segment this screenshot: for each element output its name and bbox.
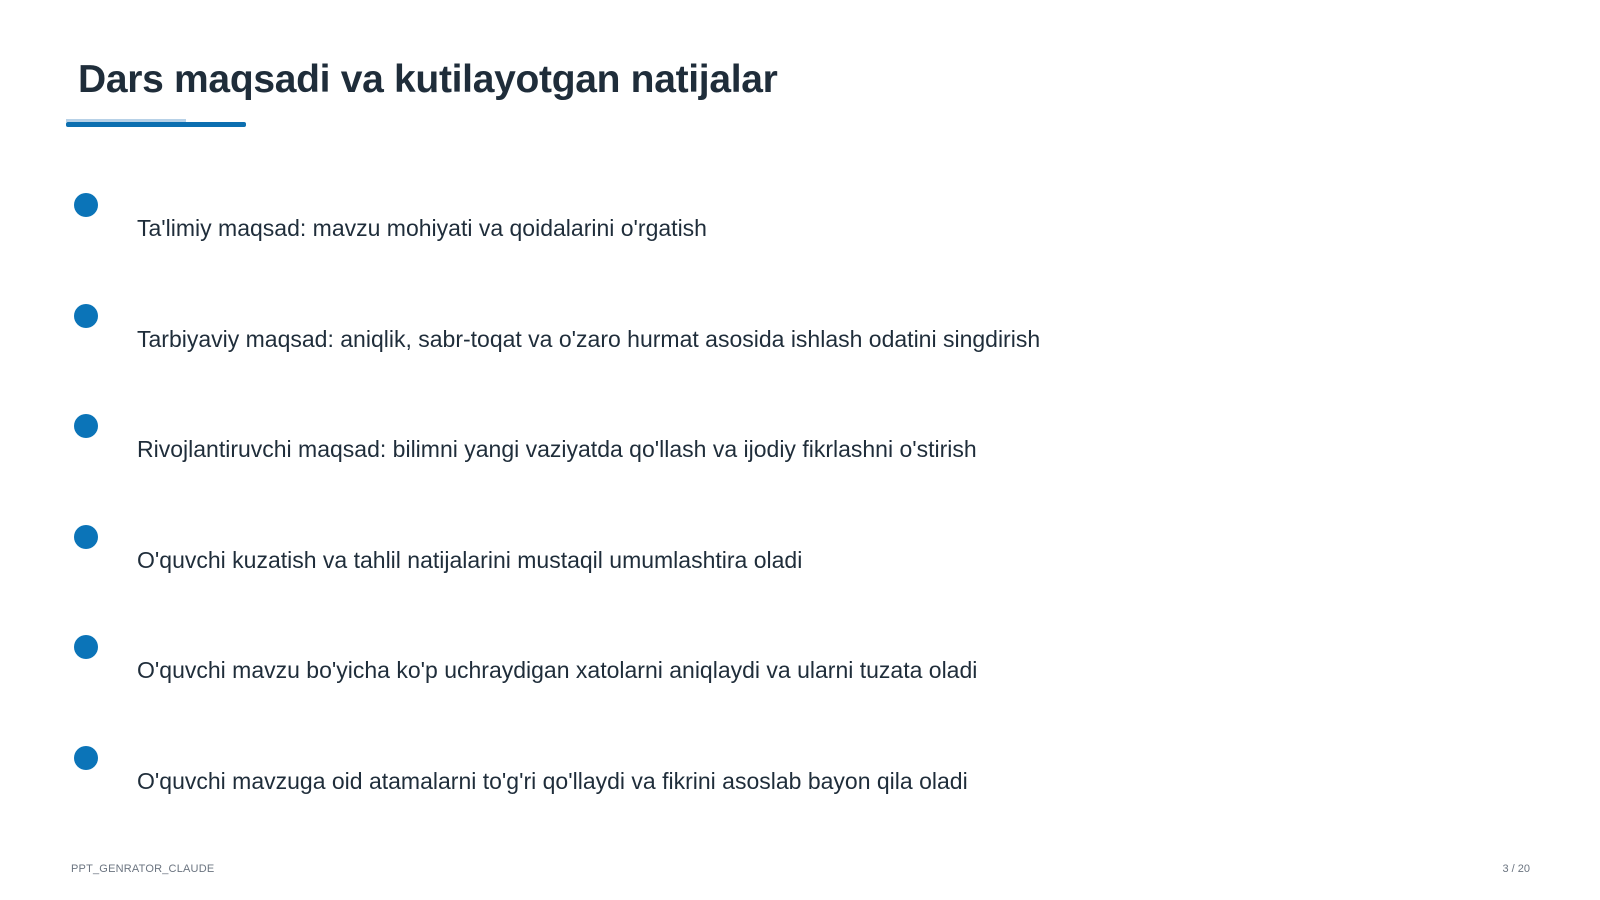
- bullet-text: Rivojlantiruvchi maqsad: bilimni yangi vaziyatda qo'llash va ijodiy fikrlashni o'stirish: [137, 436, 977, 462]
- slide-title: Dars maqsadi va kutilayotgan natijalar: [78, 58, 778, 101]
- bullet-item: [0, 193, 1400, 253]
- bullet-item: [0, 304, 1400, 364]
- bullet-item: [0, 746, 1400, 806]
- bullet-text: O'quvchi mavzu bo'yicha ko'p uchraydigan xatolarni aniqlaydi va ularni tuzata oladi: [137, 657, 978, 683]
- bullet-dot-icon: [74, 525, 98, 549]
- bullet-text: Ta'limiy maqsad: mavzu mohiyati va qoidalarini o'rgatish: [137, 215, 707, 241]
- bullet-item: [0, 525, 1400, 585]
- bullet-item: [0, 414, 1400, 474]
- bullet-dot-icon: [74, 304, 98, 328]
- bullet-text: O'quvchi mavzuga oid atamalarni to'g'ri qo'llaydi va fikrini asoslab bayon qila oladi: [137, 768, 968, 794]
- bullet-dot-icon: [74, 746, 98, 770]
- bullet-text: O'quvchi kuzatish va tahlil natijalarini mustaqil umumlashtira oladi: [137, 547, 803, 573]
- bullet-dot-icon: [74, 193, 98, 217]
- bullet-dot-icon: [74, 635, 98, 659]
- footer-source-label: PPT_GENRATOR_CLAUDE: [71, 863, 215, 875]
- bullet-dot-icon: [74, 414, 98, 438]
- bullet-text: Tarbiyaviy maqsad: aniqlik, sabr-toqat va o'zaro hurmat asosida ishlash odatini singdirish: [137, 326, 1041, 352]
- bullet-item: [0, 635, 1400, 695]
- page-number: 3 / 20: [1502, 863, 1530, 875]
